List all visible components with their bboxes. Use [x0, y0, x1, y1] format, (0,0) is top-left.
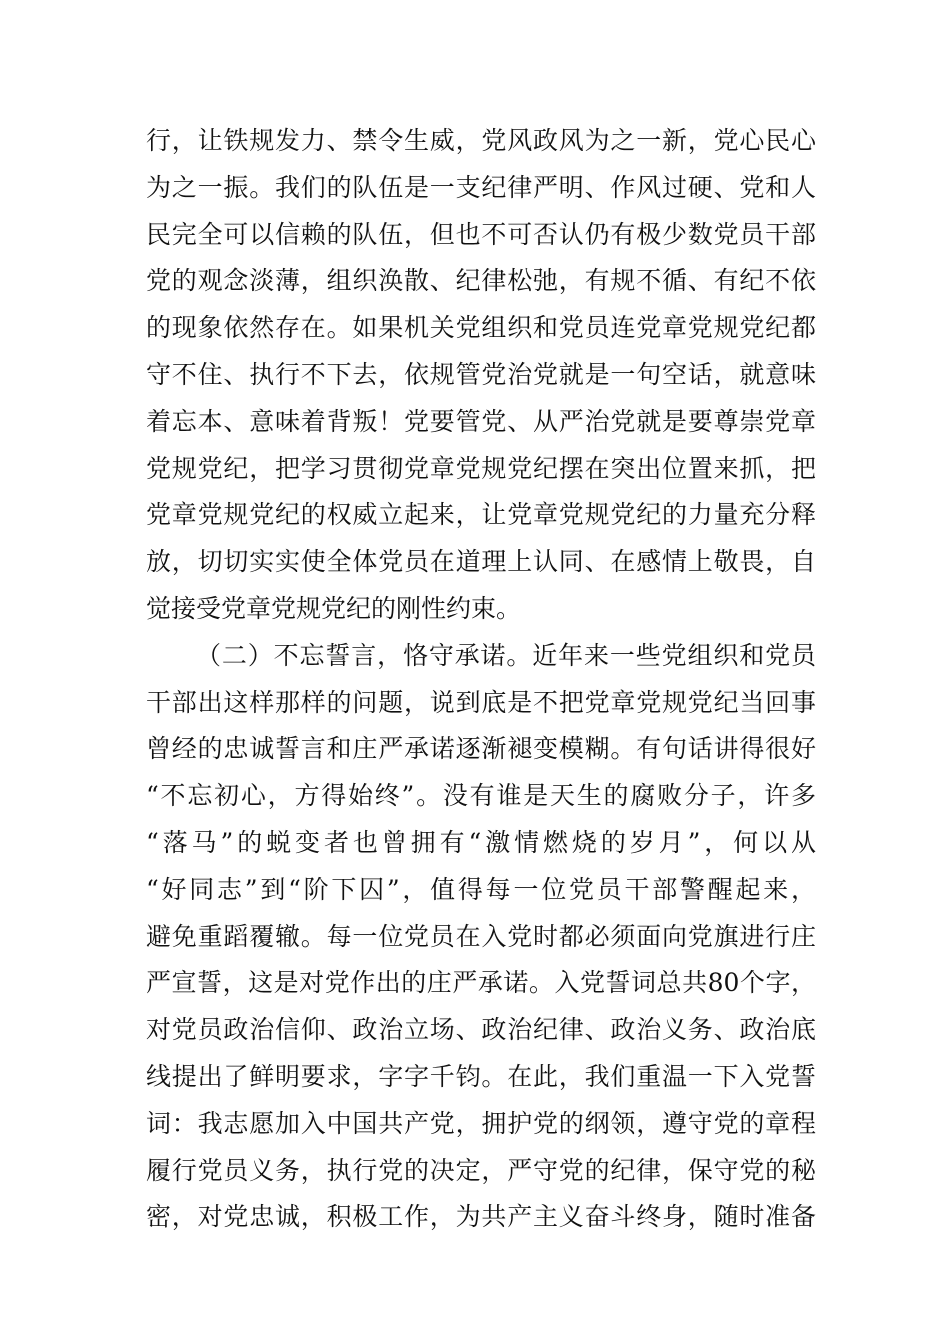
text-line: 避免重蹈覆辙。每一位党员在入党时都必须面向党旗进行庄: [146, 921, 816, 951]
text-line: 的现象依然存在。如果机关党组织和党员连党章党规党纪都: [146, 313, 816, 343]
text-line: “好同志”到“阶下囚”，值得每一位党员干部警醒起来，: [146, 874, 816, 904]
text-line: 守不住、执行不下去，依规管党治党就是一句空话，就意味: [146, 359, 816, 389]
text-line: 履行党员义务，执行党的决定，严守党的纪律，保守党的秘: [146, 1155, 816, 1185]
text-line: 密，对党忠诚，积极工作，为共产主义奋斗终身，随时准备: [146, 1202, 816, 1232]
text-line: 为之一振。我们的队伍是一支纪律严明、作风过硬、党和人: [146, 172, 816, 202]
text-line: 曾经的忠诚誓言和庄严承诺逐渐褪变模糊。有句话讲得很好: [146, 734, 816, 764]
text-line: 行，让铁规发力、禁令生威，党风政风为之一新，党心民心: [146, 126, 816, 155]
text-line: 民完全可以信赖的队伍，但也不可否认仍有极少数党员干部: [146, 219, 816, 249]
text-line: 严宣誓，这是对党作出的庄严承诺。入党誓词总共80个字，: [146, 968, 816, 998]
text-line: “落马”的蜕变者也曾拥有“激情燃烧的岁月”，何以从: [146, 827, 816, 857]
text-line: 着忘本、意味着背叛！党要管党、从严治党就是要尊崇党章: [146, 406, 816, 436]
text-line: 党章党规党纪的权威立起来，让党章党规党纪的力量充分释: [146, 500, 816, 530]
section-heading-line: （二）不忘誓言，恪守承诺。近年来一些党组织和党员: [196, 640, 816, 670]
text-line: 党的观念淡薄，组织涣散、纪律松弛，有规不循、有纪不依: [146, 266, 816, 296]
body-text: [146, 118, 816, 1241]
text-line: 线提出了鲜明要求，字字千钧。在此，我们重温一下入党誓: [146, 1061, 816, 1091]
text-line: 词：我志愿加入中国共产党，拥护党的纲领，遵守党的章程: [146, 1108, 816, 1138]
text-line: 觉接受党章党规党纪的刚性约束。: [146, 593, 522, 623]
text-line: 干部出这样那样的问题，说到底是不把党章党规党纪当回事: [146, 687, 816, 717]
text-line: “不忘初心，方得始终”。没有谁是天生的腐败分子，许多: [146, 781, 816, 811]
text-line: 党规党纪，把学习贯彻党章党规党纪摆在突出位置来抓，把: [146, 453, 816, 483]
text-line: 对党员政治信仰、政治立场、政治纪律、政治义务、政治底: [146, 1015, 816, 1045]
text-line: 放，切切实实使全体党员在道理上认同、在感情上敬畏，自: [146, 547, 816, 577]
